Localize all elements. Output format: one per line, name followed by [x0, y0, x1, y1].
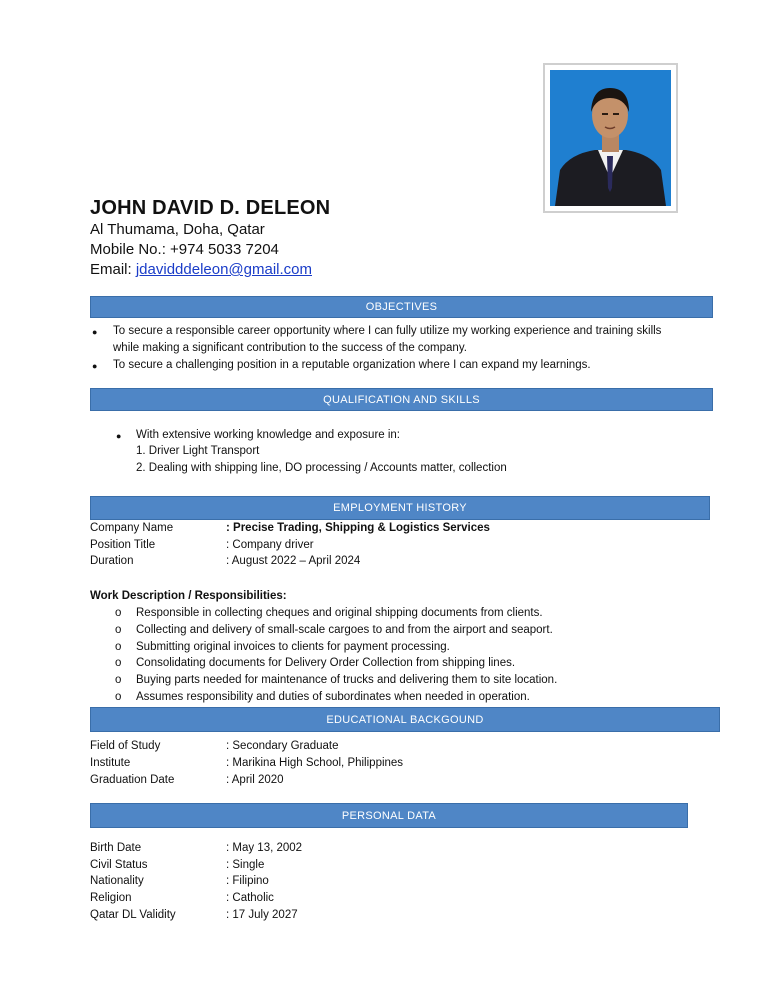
objective-item: To secure a responsible career opportunity where I can fully utilize my working experience and training skills: [113, 325, 662, 337]
qualification-item: 1. Driver Light Transport: [136, 445, 260, 457]
field-of-study-value: : Secondary Graduate: [226, 740, 339, 752]
email-line: [90, 261, 312, 278]
education-header: EDUCATIONAL BACKGOUND: [90, 707, 720, 732]
nationality-value: : Filipino: [226, 875, 269, 887]
religion-value: : Catholic: [226, 892, 274, 904]
duty-marker: o: [115, 691, 122, 703]
dl-validity-value: : 17 July 2027: [226, 909, 298, 921]
company-name-value: : Precise Trading, Shipping & Logistics Services: [226, 522, 490, 534]
birth-date-value: : May 13, 2002: [226, 842, 303, 854]
photo-image: [550, 70, 671, 206]
objectives-header: OBJECTIVES: [90, 296, 713, 318]
nationality-label: Nationality: [90, 875, 144, 887]
employment-header: EMPLOYMENT HISTORY: [90, 496, 710, 520]
bullet-icon: ●: [92, 327, 98, 337]
birth-date-label: Birth Date: [90, 842, 142, 854]
qualification-header: QUALIFICATION AND SKILLS: [90, 388, 713, 411]
institute-value: : Marikina High School, Philippines: [226, 757, 404, 769]
duty-marker: o: [115, 657, 122, 669]
religion-label: Religion: [90, 892, 132, 904]
duty-item: Assumes responsibility and duties of subordinates when needed in operation.: [136, 691, 530, 703]
personal-data-header: PERSONAL DATA: [90, 803, 688, 828]
graduation-date-label: Graduation Date: [90, 774, 175, 786]
duty-item: Responsible in collecting cheques and original shipping documents from clients.: [136, 607, 543, 619]
bullet-icon: ●: [116, 431, 122, 441]
institute-label: Institute: [90, 757, 131, 769]
qualification-item: 2. Dealing with shipping line, DO processing / Accounts matter, collection: [136, 462, 507, 474]
duty-item: Consolidating documents for Delivery Order Collection from shipping lines.: [136, 657, 516, 669]
email-link[interactable]: jdavidddeleon@gmail.com: [135, 261, 312, 278]
objective-item: while making a significant contribution to the success of the company.: [113, 342, 467, 354]
company-name-label: Company Name: [90, 522, 174, 534]
duty-marker: o: [115, 624, 122, 636]
person-portrait-icon: [550, 70, 671, 206]
mobile-number: Mobile No.: +974 5033 7204: [90, 241, 279, 258]
duties-title: Work Description / Responsibilities:: [90, 590, 287, 602]
bullet-icon: ●: [92, 361, 98, 371]
graduation-date-value: : April 2020: [226, 774, 284, 786]
position-title-label: Position Title: [90, 539, 156, 551]
address: Al Thumama, Doha, Qatar: [90, 221, 265, 238]
candidate-name: JOHN DAVID D. DELEON: [90, 197, 331, 219]
field-of-study-label: Field of Study: [90, 740, 161, 752]
qualification-intro: With extensive working knowledge and exposure in:: [136, 429, 401, 441]
duty-marker: o: [115, 674, 122, 686]
profile-photo: [543, 63, 678, 213]
email-label: Email:: [90, 261, 136, 278]
duration-label: Duration: [90, 555, 134, 567]
duty-marker: o: [115, 607, 122, 619]
duty-item: Collecting and delivery of small-scale cargoes to and from the airport and seaport.: [136, 624, 553, 636]
duty-marker: o: [115, 641, 122, 653]
civil-status-label: Civil Status: [90, 859, 148, 871]
position-title-value: : Company driver: [226, 539, 314, 551]
duration-value: : August 2022 – April 2024: [226, 555, 361, 567]
civil-status-value: : Single: [226, 859, 265, 871]
duty-item: Submitting original invoices to clients for payment processing.: [136, 641, 450, 653]
dl-validity-label: Qatar DL Validity: [90, 909, 176, 921]
objective-item: To secure a challenging position in a reputable organization where I can expand my learnings.: [113, 359, 591, 371]
duty-item: Buying parts needed for maintenance of trucks and delivering them to site location.: [136, 674, 558, 686]
